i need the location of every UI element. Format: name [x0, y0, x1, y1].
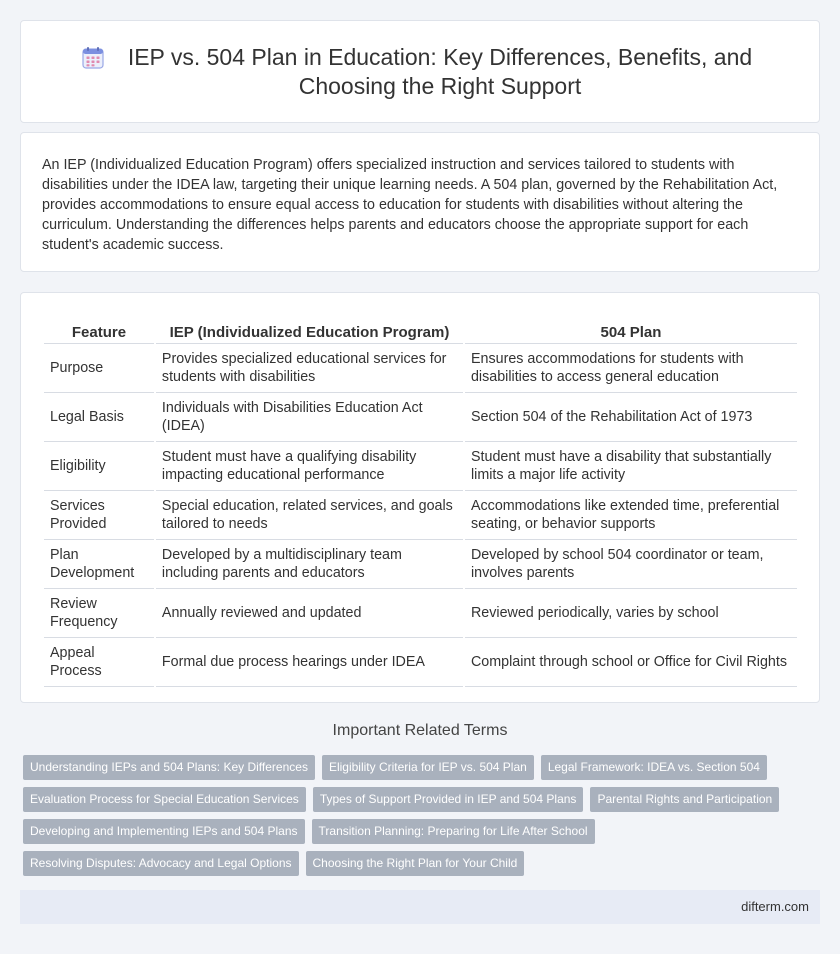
iep-cell: Annually reviewed and updated: [156, 589, 463, 638]
plan504-cell: Student must have a disability that substantially limits a major life activity: [465, 442, 797, 491]
table-row: [44, 442, 797, 491]
plan504-cell: Complaint through school or Office for Civil Rights: [465, 638, 797, 687]
comparison-table: [42, 312, 799, 687]
table-row: [44, 344, 797, 393]
table-row: [44, 540, 797, 589]
header-504-plan: 504 Plan: [465, 312, 797, 344]
footer: [20, 890, 820, 924]
tag-row: [23, 755, 803, 780]
related-term-tag[interactable]: Parental Rights and Participation: [590, 787, 779, 812]
comparison-table-card: [20, 292, 820, 703]
related-term-tag[interactable]: Resolving Disputes: Advocacy and Legal Options: [23, 851, 299, 876]
related-term-tag[interactable]: Understanding IEPs and 504 Plans: Key Differences: [23, 755, 315, 780]
plan504-cell: Ensures accommodations for students with disabilities to access general education: [465, 344, 797, 393]
tag-row: [23, 787, 803, 812]
table-row: [44, 638, 797, 687]
tag-row: [23, 819, 803, 844]
plan504-cell: Section 504 of the Rehabilitation Act of 1973: [465, 393, 797, 442]
plan504-cell: Reviewed periodically, varies by school: [465, 589, 797, 638]
feature-cell: Services Provided: [44, 491, 154, 540]
header-iep: IEP (Individualized Education Program): [156, 312, 463, 344]
intro-card: [20, 132, 820, 272]
footer-site-link[interactable]: difterm.com: [741, 899, 809, 914]
feature-cell: Plan Development: [44, 540, 154, 589]
related-term-tag[interactable]: Choosing the Right Plan for Your Child: [306, 851, 525, 876]
related-term-tag[interactable]: Transition Planning: Preparing for Life After School: [312, 819, 595, 844]
table-row: [44, 589, 797, 638]
related-term-tag[interactable]: Evaluation Process for Special Education Services: [23, 787, 306, 812]
iep-cell: Formal due process hearings under IDEA: [156, 638, 463, 687]
feature-cell: Eligibility: [44, 442, 154, 491]
title-card: [20, 20, 820, 123]
table-header-row: [44, 312, 797, 344]
feature-cell: Legal Basis: [44, 393, 154, 442]
page-title: IEP vs. 504 Plan in Education: Key Differences, Benefits, and Choosing the Right Support: [127, 44, 753, 99]
related-term-tag[interactable]: Legal Framework: IDEA vs. Section 504: [541, 755, 767, 780]
plan504-cell: Accommodations like extended time, preferential seating, or behavior supports: [465, 491, 797, 540]
intro-paragraph: An IEP (Individualized Education Program) offers specialized instruction and services tailored to students with disabilities under the IDEA law, targeting their unique learning needs. A 504 plan, governed by the Rehabilitation Act, provides accommodations to ensure equal access to education for students with disabilities without altering the curriculum. Understanding the differences helps parents and educators choose the appropriate support for each student's academic success.: [42, 157, 778, 253]
related-term-tag[interactable]: Developing and Implementing IEPs and 504 Plans: [23, 819, 305, 844]
iep-cell: Student must have a qualifying disability impacting educational performance: [156, 442, 463, 491]
related-terms-heading: Important Related Terms: [332, 722, 508, 739]
header-feature: Feature: [44, 312, 154, 344]
related-terms-list: [23, 755, 803, 883]
feature-cell: Purpose: [44, 344, 154, 393]
iep-cell: Provides specialized educational services for students with disabilities: [156, 344, 463, 393]
table-row: [44, 393, 797, 442]
iep-cell: Special education, related services, and goals tailored to needs: [156, 491, 463, 540]
related-term-tag[interactable]: Types of Support Provided in IEP and 504 Plans: [313, 787, 584, 812]
iep-cell: Individuals with Disabilities Education Act (IDEA): [156, 393, 463, 442]
tag-row: [23, 851, 803, 876]
feature-cell: Appeal Process: [44, 638, 154, 687]
table-row: [44, 491, 797, 540]
plan504-cell: Developed by school 504 coordinator or team, involves parents: [465, 540, 797, 589]
iep-cell: Developed by a multidisciplinary team including parents and educators: [156, 540, 463, 589]
feature-cell: Review Frequency: [44, 589, 154, 638]
related-term-tag[interactable]: Eligibility Criteria for IEP vs. 504 Plan: [322, 755, 534, 780]
